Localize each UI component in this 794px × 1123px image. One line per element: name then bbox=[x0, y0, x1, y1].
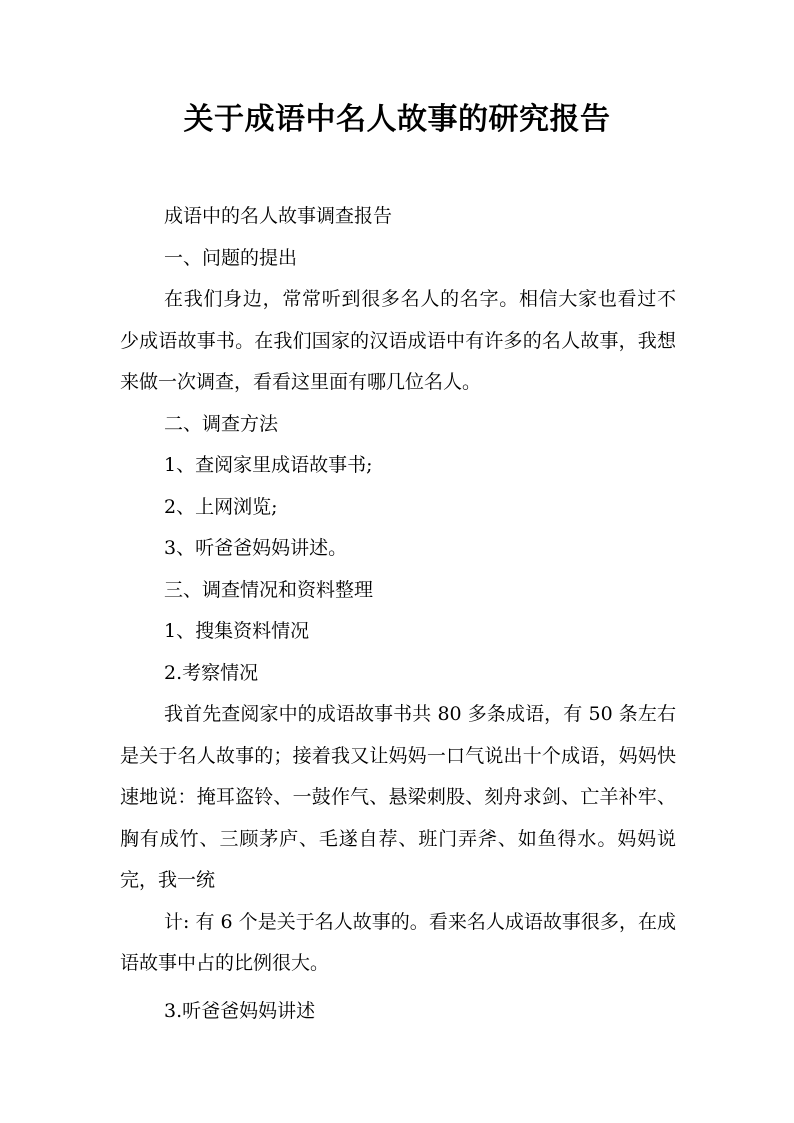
method-item-1: 1、查阅家里成语故事书; bbox=[164, 454, 373, 476]
paragraph-investigation: 我首先查阅家中的成语故事书共 80 多条成语，有 50 条左右是关于名人故事的；接着我又让妈妈一口气说出十个成语，妈妈快速地说：掩耳盗铃、一鼓作气、悬梁刺股、刻舟求剑、亡羊补牢、胸有成竹、三顾茅庐、毛遂自荐、班门弄斧、如鱼得水。妈妈说完，我一统 bbox=[120, 703, 676, 891]
method-item-3: 3、听爸爸妈妈讲述。 bbox=[164, 537, 348, 559]
section-heading-3: 三、调查情况和资料整理 bbox=[164, 578, 374, 601]
paragraph-introduction: 在我们身边，常常听到很多名人的名字。相信大家也看过不少成语故事书。在我们国家的汉语成语中有许多的名人故事，我想来做一次调查，看看这里面有哪几位名人。 bbox=[120, 288, 676, 393]
section-heading-2: 二、调查方法 bbox=[164, 412, 279, 435]
section-heading-1: 一、问题的提出 bbox=[164, 246, 298, 269]
subsection-2: 2.考察情况 bbox=[164, 661, 259, 684]
page-title: 关于成语中名人故事的研究报告 bbox=[183, 102, 611, 137]
paragraph-conclusion: 计: 有 6 个是关于名人故事的。看来名人成语故事很多，在成语故事中占的比例很大。 bbox=[120, 910, 676, 974]
document-body bbox=[120, 196, 676, 1032]
subsection-3: 3.听爸爸妈妈讲述 bbox=[164, 999, 316, 1022]
report-subtitle: 成语中的名人故事调查报告 bbox=[164, 205, 393, 227]
method-item-2: 2、上网浏览; bbox=[164, 495, 278, 518]
subsection-1: 1、搜集资料情况 bbox=[164, 620, 310, 642]
